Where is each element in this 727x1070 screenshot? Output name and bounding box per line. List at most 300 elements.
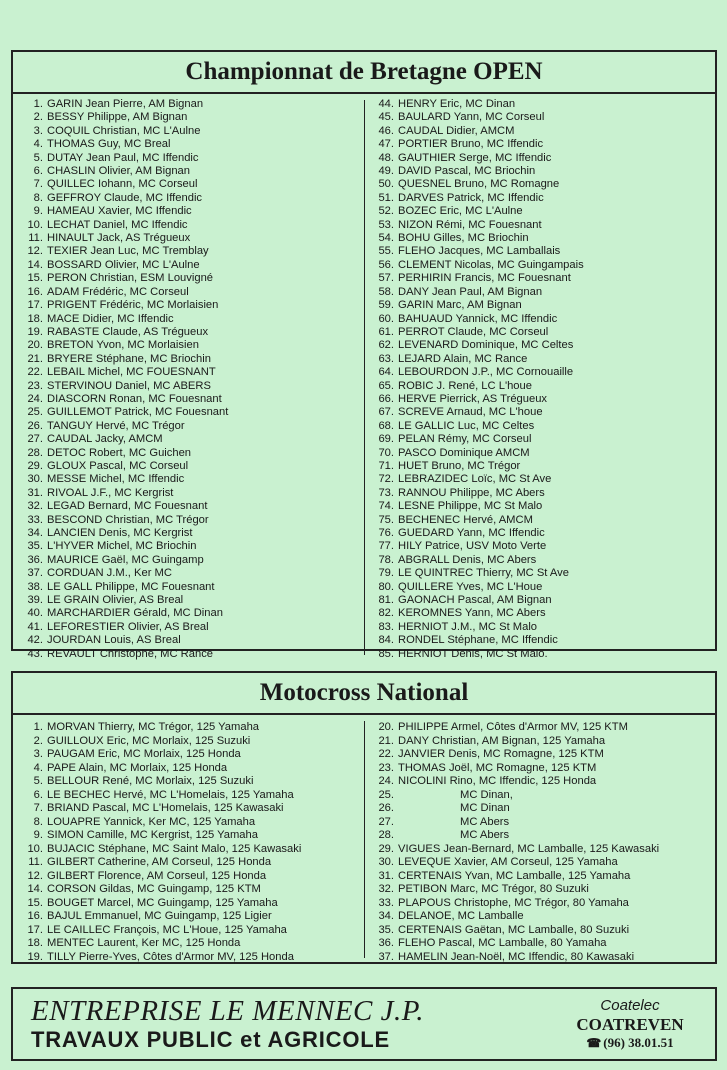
result-entry: HINAULT Jack, AS Trégueux bbox=[47, 232, 191, 245]
result-position: 47. bbox=[378, 138, 394, 151]
result-position: 46. bbox=[378, 124, 394, 137]
result-row bbox=[27, 648, 358, 661]
result-entry: GARIN Jean Pierre, AM Bignan bbox=[47, 98, 204, 110]
result-position: 56. bbox=[378, 258, 394, 271]
result-entry: PLAPOUS Christophe, MC Trégor, 80 Yamaha bbox=[398, 896, 629, 909]
result-position: 26. bbox=[378, 802, 394, 814]
result-position: 26. bbox=[27, 419, 43, 432]
result-position: 63. bbox=[378, 352, 394, 365]
result-row bbox=[378, 843, 709, 857]
result-entry: MAURICE Gaël, MC Guingamp bbox=[47, 553, 204, 566]
result-entry: MARCHARDIER Gérald, MC Dinan bbox=[47, 607, 223, 620]
result-row bbox=[378, 232, 709, 245]
result-position: 68. bbox=[378, 419, 394, 432]
result-entry: HUET Bruno, MC Trégor bbox=[398, 459, 521, 472]
result-row bbox=[27, 138, 358, 151]
result-entry: PASCO Dominique AMCM bbox=[398, 446, 530, 459]
result-row bbox=[27, 829, 358, 843]
results-column-left bbox=[13, 715, 364, 964]
result-entry: CHASLIN Olivier, AM Bignan bbox=[47, 165, 191, 178]
result-entry: CLEMENT Nicolas, MC Guingampais bbox=[398, 258, 584, 271]
result-entry: HAMEAU Xavier, MC Iffendic bbox=[47, 205, 192, 218]
result-row bbox=[378, 299, 709, 312]
result-entry: STERVINOU Daniel, MC ABERS bbox=[47, 379, 211, 392]
result-position: 39. bbox=[27, 594, 43, 607]
result-row bbox=[27, 856, 358, 870]
result-entry: CORDUAN J.M., Ker MC bbox=[47, 567, 172, 580]
result-row bbox=[378, 721, 709, 735]
result-row bbox=[27, 219, 358, 232]
result-entry: MACE Didier, MC Iffendic bbox=[47, 312, 174, 325]
result-entry: QUESNEL Bruno, MC Romagne bbox=[398, 178, 560, 191]
result-position: 55. bbox=[378, 245, 394, 258]
telephone-icon: ☎ bbox=[586, 1036, 602, 1050]
result-position: 27. bbox=[378, 815, 394, 828]
result-row bbox=[378, 313, 709, 326]
result-position: 66. bbox=[378, 392, 394, 405]
result-position: 41. bbox=[27, 620, 43, 633]
result-entry: QUILLERE Yves, MC L'Houe bbox=[398, 580, 543, 593]
result-entry: CAUDAL Jacky, AMCM bbox=[47, 433, 163, 446]
result-row bbox=[378, 856, 709, 870]
result-entry: DANY Christian, AM Bignan, 125 Yamaha bbox=[398, 734, 606, 747]
result-position: 19. bbox=[27, 325, 43, 338]
result-row bbox=[378, 762, 709, 776]
result-row bbox=[378, 272, 709, 285]
result-entry: MC Dinan bbox=[460, 802, 510, 814]
result-entry: QUILLEC Iohann, MC Corseul bbox=[47, 178, 198, 191]
result-entry: LEVENARD Dominique, MC Celtes bbox=[398, 339, 574, 352]
result-position: 12. bbox=[27, 869, 43, 882]
result-entry: PORTIER Bruno, MC Iffendic bbox=[398, 138, 544, 151]
result-position: 44. bbox=[378, 98, 394, 110]
result-position: 38. bbox=[27, 580, 43, 593]
result-entry: HILY Patrice, USV Moto Verte bbox=[398, 540, 547, 553]
result-row bbox=[378, 178, 709, 191]
result-row bbox=[378, 607, 709, 620]
locality: Coatelec bbox=[600, 997, 660, 1014]
result-position: 6. bbox=[33, 165, 43, 178]
result-position: 1. bbox=[33, 98, 43, 110]
result-entry: LE GALL Philippe, MC Fouesnant bbox=[47, 580, 215, 593]
result-position: 16. bbox=[27, 285, 43, 298]
result-entry: LANCIEN Denis, MC Kergrist bbox=[47, 527, 193, 539]
result-position: 29. bbox=[378, 842, 394, 855]
result-row bbox=[27, 735, 358, 749]
result-position: 85. bbox=[378, 647, 394, 660]
result-row bbox=[378, 447, 709, 460]
result-entry: CERTENAIS Yvan, MC Lamballe, 125 Yamaha bbox=[398, 869, 631, 882]
result-row bbox=[378, 192, 709, 205]
result-row bbox=[378, 152, 709, 165]
result-entry: MC Abers bbox=[460, 815, 510, 828]
result-position: 23. bbox=[27, 379, 43, 392]
result-position: 73. bbox=[378, 486, 394, 499]
result-entry: TANGUY Hervé, MC Trégor bbox=[47, 419, 185, 432]
result-position: 24. bbox=[378, 775, 394, 787]
result-entry: PELAN Rémy, MC Corseul bbox=[398, 433, 532, 446]
result-position: 3. bbox=[33, 748, 43, 760]
result-row bbox=[378, 648, 709, 661]
result-position: 27. bbox=[27, 433, 43, 446]
result-entry: DETOC Robert, MC Guichen bbox=[47, 446, 192, 459]
result-row bbox=[27, 843, 358, 857]
result-row bbox=[27, 420, 358, 433]
result-position: 36. bbox=[378, 937, 394, 949]
result-entry: REVAULT Christophe, MC Rance bbox=[47, 647, 214, 660]
result-entry: PETIBON Marc, MC Trégor, 80 Suzuki bbox=[398, 883, 589, 895]
result-entry: BRIAND Pascal, MC L'Homelais, 125 Kawasaki bbox=[47, 802, 284, 814]
result-entry: GILBERT Catherine, AM Corseul, 125 Honda bbox=[47, 856, 272, 868]
result-entry: BOUGET Marcel, MC Guingamp, 125 Yamaha bbox=[47, 896, 278, 909]
result-entry: BAHUAUD Yannick, MC Iffendic bbox=[398, 312, 558, 325]
result-position: 60. bbox=[378, 312, 394, 325]
result-row bbox=[27, 313, 358, 326]
result-row bbox=[378, 125, 709, 138]
result-row bbox=[27, 393, 358, 406]
result-row bbox=[378, 380, 709, 393]
result-position: 37. bbox=[378, 950, 394, 963]
result-entry: BOZEC Eric, MC L'Aulne bbox=[398, 205, 523, 218]
result-row bbox=[27, 937, 358, 951]
result-position: 83. bbox=[378, 620, 394, 633]
result-entry: MESSE Michel, MC Iffendic bbox=[47, 473, 185, 486]
result-row bbox=[378, 366, 709, 379]
result-entry: GUILLEMOT Patrick, MC Fouesnant bbox=[47, 406, 229, 419]
result-entry: DAVID Pascal, MC Briochin bbox=[398, 165, 536, 178]
result-position: 80. bbox=[378, 580, 394, 593]
result-position: 6. bbox=[33, 788, 43, 801]
result-entry: HERNIOT Denis, MC St Malo. bbox=[398, 647, 548, 660]
result-entry: HAMELIN Jean-Noël, MC Iffendic, 80 Kawasaki bbox=[398, 950, 635, 963]
result-row bbox=[27, 870, 358, 884]
results-list bbox=[27, 721, 358, 964]
result-position: 64. bbox=[378, 366, 394, 379]
phone-text: (96) 38.01.51 bbox=[603, 1035, 674, 1050]
result-row bbox=[27, 802, 358, 816]
championnat-bretagne-open-box bbox=[11, 50, 717, 660]
result-entry: DANY Jean Paul, AM Bignan bbox=[398, 285, 543, 298]
result-entry: L'HYVER Michel, MC Briochin bbox=[47, 540, 197, 553]
result-row bbox=[27, 721, 358, 735]
result-position: 12. bbox=[27, 245, 43, 258]
result-entry: RANNOU Philippe, MC Abers bbox=[398, 486, 545, 499]
result-entry: BAULARD Yann, MC Corseul bbox=[398, 111, 545, 124]
result-entry: HENRY Eric, MC Dinan bbox=[398, 98, 516, 110]
result-row bbox=[27, 540, 358, 553]
result-position: 1. bbox=[33, 721, 43, 733]
result-entry: GAUTHIER Serge, MC Iffendic bbox=[398, 151, 552, 164]
result-row bbox=[27, 433, 358, 446]
result-row bbox=[27, 245, 358, 258]
result-entry: BOHU Gilles, MC Briochin bbox=[398, 232, 529, 245]
result-entry: FLEHO Pascal, MC Lamballe, 80 Yamaha bbox=[398, 937, 607, 949]
result-entry: BRETON Yvon, MC Morlaisien bbox=[47, 339, 199, 352]
result-entry: LE BECHEC Hervé, MC L'Homelais, 125 Yamaha bbox=[47, 788, 294, 801]
result-row bbox=[378, 634, 709, 647]
result-row bbox=[27, 897, 358, 911]
result-position: 9. bbox=[33, 205, 43, 218]
result-position: 36. bbox=[27, 553, 43, 566]
results-list bbox=[27, 98, 358, 661]
result-position: 52. bbox=[378, 205, 394, 218]
result-position: 4. bbox=[33, 761, 43, 774]
result-row bbox=[378, 500, 709, 513]
result-row bbox=[27, 366, 358, 379]
result-entry: SIMON Camille, MC Kergrist, 125 Yamaha bbox=[47, 829, 258, 841]
result-entry: BUJACIC Stéphane, MC Saint Malo, 125 Kawasaki bbox=[47, 842, 302, 855]
result-row bbox=[27, 326, 358, 339]
result-entry: BESSY Philippe, AM Bignan bbox=[47, 111, 188, 124]
sponsor-contact bbox=[555, 997, 715, 1051]
result-row bbox=[27, 339, 358, 352]
result-row bbox=[27, 286, 358, 299]
result-row bbox=[378, 621, 709, 634]
result-row bbox=[27, 299, 358, 312]
result-entry: GEFFROY Claude, MC Iffendic bbox=[47, 191, 203, 204]
result-row bbox=[27, 816, 358, 830]
result-position: 17. bbox=[27, 923, 43, 936]
result-entry: RABASTE Claude, AS Trégueux bbox=[47, 325, 209, 338]
result-row bbox=[378, 527, 709, 540]
result-row bbox=[378, 406, 709, 419]
result-entry: PAPE Alain, MC Morlaix, 125 Honda bbox=[47, 761, 228, 774]
result-position: 3. bbox=[33, 124, 43, 137]
result-position: 48. bbox=[378, 151, 394, 164]
result-row bbox=[378, 924, 709, 938]
result-row bbox=[27, 951, 358, 965]
result-position: 45. bbox=[378, 111, 394, 124]
results-column-right bbox=[364, 715, 715, 964]
result-position: 4. bbox=[33, 138, 43, 151]
result-row bbox=[27, 924, 358, 938]
result-row bbox=[27, 621, 358, 634]
result-row bbox=[27, 272, 358, 285]
result-position: 75. bbox=[378, 513, 394, 526]
result-position: 35. bbox=[378, 923, 394, 936]
result-position: 8. bbox=[33, 191, 43, 204]
result-entry: LE GRAIN Olivier, AS Breal bbox=[47, 594, 184, 607]
result-entry: ROBIC J. René, LC L'houe bbox=[398, 379, 532, 392]
result-position: 5. bbox=[33, 151, 43, 164]
result-row bbox=[378, 910, 709, 924]
result-row bbox=[27, 353, 358, 366]
result-entry: NICOLINI Rino, MC Iffendic, 125 Honda bbox=[398, 775, 597, 787]
result-position: 34. bbox=[378, 910, 394, 922]
result-entry: LE GALLIC Luc, MC Celtes bbox=[398, 419, 535, 432]
result-row bbox=[378, 353, 709, 366]
result-entry: GILBERT Florence, AM Corseul, 125 Honda bbox=[47, 869, 267, 882]
result-entry: LEVEQUE Xavier, AM Corseul, 125 Yamaha bbox=[398, 856, 618, 868]
result-position: 70. bbox=[378, 446, 394, 459]
result-entry: NIZON Rémi, MC Fouesnant bbox=[398, 218, 542, 231]
result-row bbox=[378, 111, 709, 124]
result-position: 19. bbox=[27, 950, 43, 963]
result-entry: GAONACH Pascal, AM Bignan bbox=[398, 594, 552, 607]
result-entry: LEBRAZIDEC Loïc, MC St Ave bbox=[398, 473, 552, 486]
result-row bbox=[27, 594, 358, 607]
result-row bbox=[27, 98, 358, 111]
result-row bbox=[378, 286, 709, 299]
result-row bbox=[378, 816, 709, 830]
result-position: 43. bbox=[27, 647, 43, 660]
result-position: 78. bbox=[378, 553, 394, 566]
result-position: 10. bbox=[27, 218, 43, 231]
result-entry: LEFORESTIER Olivier, AS Breal bbox=[47, 620, 209, 633]
result-row bbox=[27, 460, 358, 473]
results-columns bbox=[13, 715, 715, 964]
result-position: 82. bbox=[378, 607, 394, 620]
result-row bbox=[378, 165, 709, 178]
result-position: 22. bbox=[27, 366, 43, 379]
result-row bbox=[378, 487, 709, 500]
section-title: Championnat de Bretagne OPEN bbox=[13, 52, 715, 94]
result-row bbox=[27, 178, 358, 191]
results-list bbox=[378, 98, 709, 661]
result-entry: LECHAT Daniel, MC Iffendic bbox=[47, 218, 188, 231]
result-position: 84. bbox=[378, 634, 394, 647]
result-row bbox=[378, 829, 709, 843]
result-position: 76. bbox=[378, 527, 394, 539]
column-divider bbox=[364, 100, 365, 655]
motocross-national-box bbox=[11, 671, 717, 964]
result-position: 69. bbox=[378, 433, 394, 446]
result-position: 65. bbox=[378, 379, 394, 392]
result-row bbox=[378, 259, 709, 272]
result-entry: DELANOE, MC Lamballe bbox=[398, 910, 524, 922]
result-position: 7. bbox=[33, 802, 43, 814]
result-entry: HERNIOT J.M., MC St Malo bbox=[398, 620, 538, 633]
result-row bbox=[27, 748, 358, 762]
result-position: 7. bbox=[33, 178, 43, 191]
result-row bbox=[378, 748, 709, 762]
result-row bbox=[378, 937, 709, 951]
result-position: 54. bbox=[378, 232, 394, 245]
result-row bbox=[27, 192, 358, 205]
result-row bbox=[27, 567, 358, 580]
result-position: 77. bbox=[378, 540, 394, 553]
result-position: 58. bbox=[378, 285, 394, 298]
result-entry: SCREVE Arnaud, MC L'houe bbox=[398, 406, 543, 419]
result-position: 53. bbox=[378, 218, 394, 231]
results-columns bbox=[13, 94, 715, 661]
result-row bbox=[378, 883, 709, 897]
result-entry: MC Dinan, bbox=[460, 788, 513, 801]
sponsor-advertisement bbox=[11, 987, 717, 1061]
result-entry: TILLY Pierre-Yves, Côtes d'Armor MV, 125 Honda bbox=[47, 950, 294, 963]
result-position: 11. bbox=[28, 232, 43, 245]
result-entry: DIASCORN Ronan, MC Fouesnant bbox=[47, 392, 222, 405]
result-entry: CERTENAIS Gaëtan, MC Lamballe, 80 Suzuki bbox=[398, 923, 630, 936]
result-position: 59. bbox=[378, 299, 394, 312]
result-entry: BRYERE Stéphane, MC Briochin bbox=[47, 352, 211, 365]
result-row bbox=[27, 111, 358, 124]
result-position: 21. bbox=[27, 352, 43, 365]
result-row bbox=[378, 775, 709, 789]
result-position: 16. bbox=[27, 910, 43, 922]
result-position: 50. bbox=[378, 178, 394, 191]
result-position: 17. bbox=[27, 299, 43, 312]
result-entry: PERON Christian, ESM Louvigné bbox=[47, 272, 214, 285]
result-entry: LESNE Philippe, MC St Malo bbox=[398, 500, 543, 513]
result-position: 51. bbox=[378, 191, 394, 204]
result-row bbox=[27, 125, 358, 138]
results-column-left bbox=[13, 94, 364, 661]
result-position: 24. bbox=[27, 392, 43, 405]
result-entry: BOSSARD Olivier, MC L'Aulne bbox=[47, 258, 200, 271]
result-row bbox=[27, 205, 358, 218]
result-position: 20. bbox=[378, 721, 394, 733]
result-row bbox=[27, 259, 358, 272]
result-entry: RONDEL Stéphane, MC Iffendic bbox=[398, 634, 558, 647]
result-entry: LEBOURDON J.P., MC Cornouaille bbox=[398, 366, 574, 379]
result-position: 18. bbox=[27, 312, 43, 325]
results-column-right bbox=[364, 94, 715, 661]
result-entry: PERROT Claude, MC Corseul bbox=[398, 325, 549, 338]
result-row bbox=[27, 487, 358, 500]
result-entry: THOMAS Guy, MC Breal bbox=[47, 138, 171, 151]
result-position: 32. bbox=[27, 500, 43, 513]
result-entry: HERVE Pierrick, AS Trégueux bbox=[398, 392, 548, 405]
result-entry: THOMAS Joël, MC Romagne, 125 KTM bbox=[398, 761, 597, 774]
result-entry: DARVES Patrick, MC Iffendic bbox=[398, 191, 544, 204]
result-row bbox=[27, 473, 358, 486]
result-row bbox=[378, 245, 709, 258]
result-entry: CAUDAL Didier, AMCM bbox=[398, 124, 515, 137]
result-entry: PERHIRIN Francis, MC Fouesnant bbox=[398, 272, 571, 285]
result-entry: GUEDARD Yann, MC Iffendic bbox=[398, 527, 545, 539]
result-position: 34. bbox=[27, 527, 43, 539]
result-row bbox=[378, 897, 709, 911]
result-position: 37. bbox=[27, 567, 43, 580]
result-entry: FLEHO Jacques, MC Lamballais bbox=[398, 245, 561, 258]
result-row bbox=[27, 514, 358, 527]
result-entry: LOUAPRE Yannick, Ker MC, 125 Yamaha bbox=[47, 815, 256, 828]
company-name: ENTREPRISE LE MENNEC J.P. bbox=[31, 995, 424, 1027]
result-row bbox=[378, 393, 709, 406]
result-position: 57. bbox=[378, 272, 394, 285]
result-entry: LEJARD Alain, MC Rance bbox=[398, 352, 528, 365]
result-row bbox=[27, 232, 358, 245]
result-row bbox=[27, 554, 358, 567]
result-entry: GARIN Marc, AM Bignan bbox=[398, 299, 522, 312]
result-position: 25. bbox=[27, 406, 43, 419]
result-position: 33. bbox=[27, 513, 43, 526]
result-row bbox=[27, 380, 358, 393]
result-entry: VIGUES Jean-Bernard, MC Lamballe, 125 Kawasaki bbox=[398, 842, 660, 855]
result-entry: CORSON Gildas, MC Guingamp, 125 KTM bbox=[47, 883, 261, 895]
result-entry: JOURDAN Louis, AS Breal bbox=[47, 634, 181, 647]
result-row bbox=[378, 594, 709, 607]
town: COATREVEN bbox=[576, 1015, 684, 1034]
result-entry: PHILIPPE Armel, Côtes d'Armor MV, 125 KTM bbox=[398, 721, 628, 733]
result-row bbox=[27, 607, 358, 620]
result-position: 72. bbox=[378, 473, 394, 486]
result-position: 30. bbox=[27, 473, 43, 486]
result-row bbox=[27, 152, 358, 165]
result-entry: LEBAIL Michel, MC FOUESNANT bbox=[47, 366, 216, 379]
result-entry: MENTEC Laurent, Ker MC, 125 Honda bbox=[47, 937, 241, 949]
result-position: 11. bbox=[28, 856, 43, 868]
result-entry: LE CAILLEC François, MC L'Houe, 125 Yamaha bbox=[47, 923, 287, 936]
result-entry: BAJUL Emmanuel, MC Guingamp, 125 Ligier bbox=[47, 910, 272, 922]
result-row bbox=[378, 460, 709, 473]
result-row bbox=[27, 762, 358, 776]
result-position: 71. bbox=[378, 459, 394, 472]
result-row bbox=[378, 326, 709, 339]
result-row bbox=[27, 634, 358, 647]
result-position: 25. bbox=[378, 788, 394, 801]
